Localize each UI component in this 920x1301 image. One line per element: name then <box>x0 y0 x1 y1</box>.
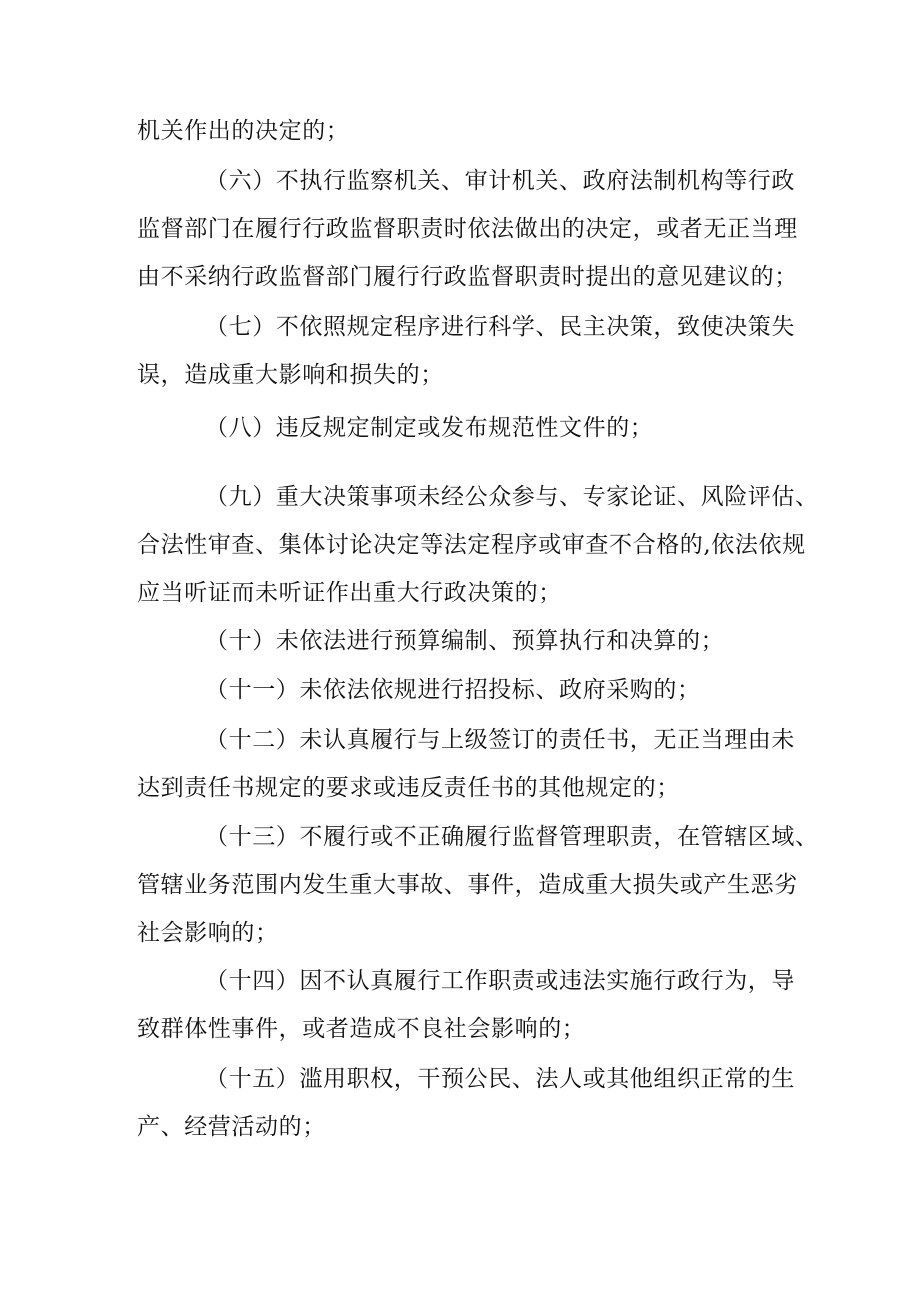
text-line: 机关作出的决定的； <box>137 118 350 144</box>
text-line: 致群体性事件，或者造成不良社会影响的； <box>137 1016 586 1042</box>
text-line: （十四）因不认真履行工作职责或违法实施行政行为，导 <box>205 968 795 994</box>
text-line: （六）不执行监察机关、审计机关、政府法制机构等行政 <box>205 168 795 194</box>
text-line: （十二）未认真履行与上级签订的责任书，无正当理由未 <box>205 727 795 753</box>
text-line: （八）违反规定制定或发布规范性文件的； <box>205 415 654 441</box>
text-line: （十三）不履行或不正确履行监督管理职责，在管辖区域、 <box>205 824 819 850</box>
text-line: （七）不依照规定程序进行科学、民主决策，致使决策失 <box>205 314 795 340</box>
text-line: 管辖业务范围内发生重大事故、事件，造成重大损失或产生恶劣 <box>137 872 798 898</box>
text-line: 由不采纳行政监督部门履行行政监督职责时提出的意见建议的； <box>137 264 798 290</box>
text-line: 应当听证而未听证作出重大行政决策的； <box>137 580 562 606</box>
text-line: 产、经营活动的； <box>137 1114 326 1140</box>
text-line: 社会影响的； <box>137 920 279 946</box>
text-line: 误，造成重大影响和损失的； <box>137 362 444 388</box>
text-line: （十一）未依法依规进行招投标、政府采购的； <box>205 677 701 703</box>
text-line: （十五）滥用职权，干预公民、法人或其他组织正常的生 <box>205 1066 795 1092</box>
text-line: 监督部门在履行行政监督职责时依法做出的决定，或者无正当理 <box>137 216 798 242</box>
text-line: 合法性审查、集体讨论决定等法定程序或审查不合格的,依法依规 <box>137 532 806 558</box>
text-line: （十）未依法进行预算编制、预算执行和决算的； <box>205 628 725 654</box>
text-line: 达到责任书规定的要求或违反责任书的其他规定的； <box>137 775 680 801</box>
text-line: （九）重大决策事项未经公众参与、专家论证、风险评估、 <box>205 484 819 510</box>
